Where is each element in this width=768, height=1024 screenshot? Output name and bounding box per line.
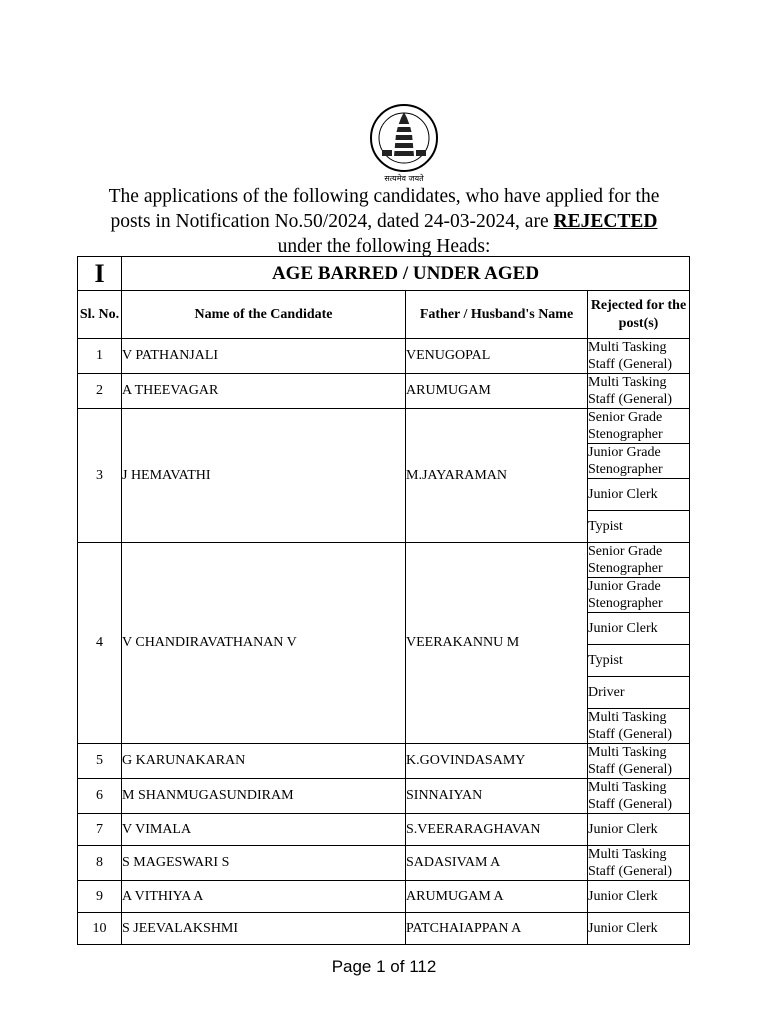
intro-line-2	[60, 209, 708, 234]
father-name: VEERAKANNU M	[406, 543, 588, 744]
rejected-post: Junior Clerk	[588, 613, 690, 645]
rejected-post: Junior Clerk	[588, 913, 690, 945]
sl-no: 9	[78, 881, 122, 913]
rejected-post: Typist	[588, 645, 690, 677]
emblem-graphic	[358, 104, 450, 184]
sl-no: 5	[78, 744, 122, 779]
rejected-post: Junior Clerk	[588, 814, 690, 846]
candidate-name: A THEEVAGAR	[122, 374, 406, 409]
father-name: PATCHAIAPPAN A	[406, 913, 588, 945]
table-row	[78, 409, 690, 444]
candidate-name: G KARUNAKARAN	[122, 744, 406, 779]
father-name: M.JAYARAMAN	[406, 409, 588, 543]
header-row	[78, 291, 690, 339]
father-name: S.VEERARAGHAVAN	[406, 814, 588, 846]
rejected-post: Junior Grade Stenographer	[588, 444, 690, 479]
rejected-post: Multi Tasking Staff (General)	[588, 744, 690, 779]
intro-line-1: The applications of the following candidates, who have applied for the	[108, 186, 660, 207]
father-name: ARUMUGAM A	[406, 881, 588, 913]
sl-no: 10	[78, 913, 122, 945]
rejected-post: Multi Tasking Staff (General)	[588, 709, 690, 744]
father-name: K.GOVINDASAMY	[406, 744, 588, 779]
rejected-post: Multi Tasking Staff (General)	[588, 779, 690, 814]
table-row	[78, 543, 690, 578]
sl-no: 4	[78, 543, 122, 744]
rejected-post: Driver	[588, 677, 690, 709]
sl-no: 7	[78, 814, 122, 846]
table-row	[78, 744, 690, 779]
table-row	[78, 779, 690, 814]
rejected-post: Junior Clerk	[588, 479, 690, 511]
table-row	[78, 846, 690, 881]
sl-no: 3	[78, 409, 122, 543]
father-name: SINNAIYAN	[406, 779, 588, 814]
father-name: ARUMUGAM	[406, 374, 588, 409]
header-father-husband-name: Father / Husband's Name	[406, 291, 588, 339]
sl-no: 1	[78, 339, 122, 374]
header-rejected-for: Rejected for the post(s)	[588, 291, 690, 339]
candidate-name: S JEEVALAKSHMI	[122, 913, 406, 945]
rejected-post: Senior Grade Stenographer	[588, 409, 690, 444]
table-row	[78, 913, 690, 945]
sl-no: 2	[78, 374, 122, 409]
section-title: AGE BARRED / UNDER AGED	[122, 257, 690, 291]
header-sl-no: Sl. No.	[78, 291, 122, 339]
emblem-caption: सत्यमेव जयते	[384, 174, 424, 183]
rejected-post: Junior Grade Stenographer	[588, 578, 690, 613]
candidate-name: J HEMAVATHI	[122, 409, 406, 543]
section-number: I	[78, 257, 122, 291]
table-row	[78, 339, 690, 374]
sl-no: 6	[78, 779, 122, 814]
rejected-post: Senior Grade Stenographer	[588, 543, 690, 578]
intro-line-2-text: posts in Notification No.50/2024, dated 24-03-2024, are	[110, 211, 554, 232]
candidate-name: A VITHIYA A	[122, 881, 406, 913]
table-row	[78, 881, 690, 913]
madras-high-court-emblem-icon	[358, 104, 450, 184]
father-name: VENUGOPAL	[406, 339, 588, 374]
rejected-post: Multi Tasking Staff (General)	[588, 374, 690, 409]
intro-paragraph	[60, 184, 708, 259]
table-row	[78, 814, 690, 846]
candidate-name: M SHANMUGASUNDIRAM	[122, 779, 406, 814]
candidate-name: V CHANDIRAVATHANAN V	[122, 543, 406, 744]
header-candidate-name: Name of the Candidate	[122, 291, 406, 339]
rejected-candidates-table	[77, 256, 690, 945]
rejected-post: Junior Clerk	[588, 881, 690, 913]
rejected-post: Typist	[588, 511, 690, 543]
page-number: Page 1 of 112	[331, 957, 437, 976]
candidate-name: V PATHANJALI	[122, 339, 406, 374]
sl-no: 8	[78, 846, 122, 881]
rejected-keyword: REJECTED	[553, 211, 658, 232]
father-name: SADASIVAM A	[406, 846, 588, 881]
intro-line-3: under the following Heads:	[277, 236, 491, 257]
candidate-name: S MAGESWARI S	[122, 846, 406, 881]
rejected-post: Multi Tasking Staff (General)	[588, 846, 690, 881]
table-row	[78, 374, 690, 409]
rejected-post: Multi Tasking Staff (General)	[588, 339, 690, 374]
section-row	[78, 257, 690, 291]
candidate-name: V VIMALA	[122, 814, 406, 846]
